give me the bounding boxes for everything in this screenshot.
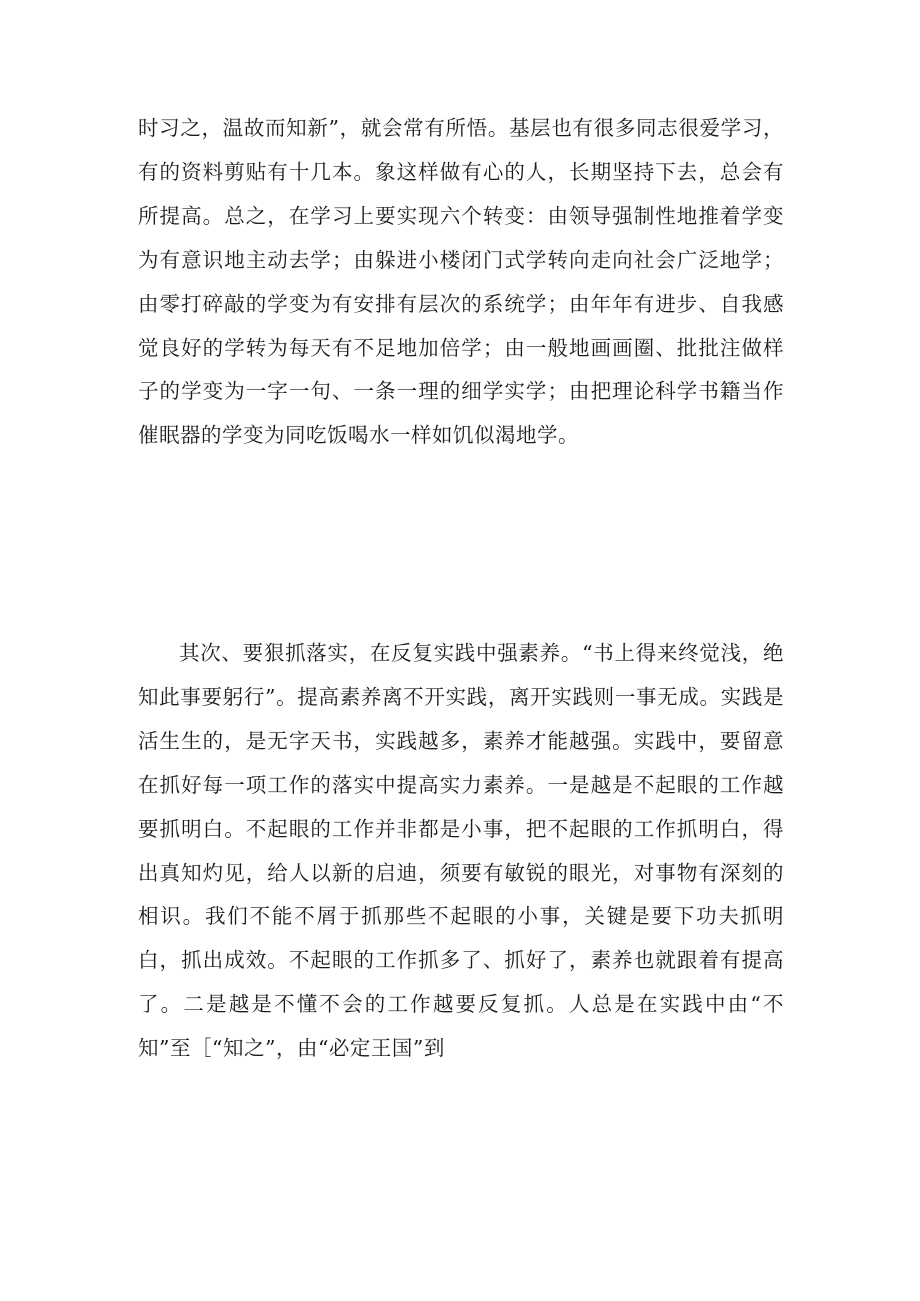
paragraph-study-transformations: 时习之，温故而知新”，就会常有所悟。基层也有很多同志很爱学习，有的资料剪贴有十几本。象这样做有心的人，长期坚持下去，总会有所提高。总之，在学习上要实现六个转变：由领导强制性地推着学变为有意识地主动去学；由躲进小楼闭门式学转向走向社会广泛地学；由零打碎敲的学变为有安排有层次的系统学；由年年有进步、自我感觉良好的学转为每天有不足地加倍学；由一般地画画圈、批批注做样子的学变为一字一句、一条一理的细学实学；由把理论科学书籍当作催眠器的学变为同吃饭喝水一样如饥似渴地学。 [138, 116, 784, 448]
paragraph-practice-implementation: 其次、要狠抓落实，在反复实践中强素养。“书上得来终觉浅，绝知此事要躬行”。提高素养离不开实践，离开实践则一事无成。实践是活生生的，是无字天书，实践越多，素养才能越强。实践中，要留意在抓好每一项工作的落实中提高实力素养。一是越是不起眼的工作越要抓明白。不起眼的工作并非都是小事，把不起眼的工作抓明白，得出真知灼见，给人以新的启迪，须要有敏锐的眼光，对事物有深刻的相识。我们不能不屑于抓那些不起眼的小事，关键是要下功夫抓明白，抓出成效。不起眼的工作抓多了、抓好了，素养也就跟着有提高了。二是越是不懂不会的工作越要反复抓。人总是在实践中由“不知”至［“知之”，由“必定王国”到 [138, 641, 784, 1061]
